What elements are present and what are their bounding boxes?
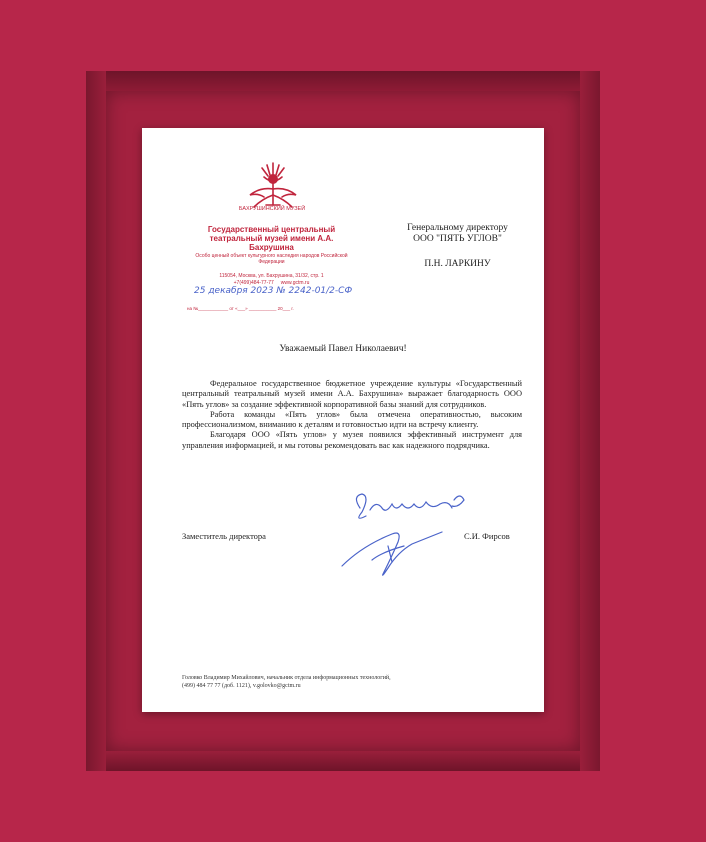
frame-bevel-left [86, 71, 106, 771]
letter-paper [142, 128, 544, 712]
frame-bevel-top [86, 71, 600, 91]
contact-footer [182, 674, 512, 690]
footer-line-1: Головко Владимир Михайлович, начальник отдела информационных технологий, [182, 675, 391, 681]
paragraph: Федеральное государственное бюджетное учреждение культуры «Государственный центральный театральный музей имени А.А. Бахрушина» выражает благодарность ООО «Пять углов» за создание эффективной корпоративной базы знаний для сотрудников. [182, 379, 522, 409]
museum-phone: +7(499)484-77-77 [233, 279, 274, 286]
addressee-block [390, 223, 525, 245]
addressee-name: П.Н. ЛАРКИНУ [424, 259, 491, 269]
reference-template: на №____________ от «___» ___________ 20___ г. [187, 306, 294, 311]
addressee-position: Генеральному директору [407, 223, 508, 233]
paragraph: Благодаря ООО «Пять углов» у музея появился эффективный инструмент для управления информацией, и мы готовы рекомендовать вас как надежного подрядчика. [182, 430, 522, 450]
frame-bevel-right [580, 71, 600, 771]
museum-site: www.gctm.ru [280, 279, 310, 286]
paragraph: Работа команды «Пять углов» была отмечена оперативностью, высоким профессионализмом, вниманию к деталям и готовностью идти на встречу клиенту. [182, 409, 522, 430]
museum-full-name: Государственный центральный театральный музей имени А.А. Бахрушина [207, 225, 336, 252]
footer-line-2: (499) 484 77 77 (доб. 1121), v.golovko@gctm.ru [182, 683, 301, 689]
signer-name: С.И. Фирсов [464, 531, 510, 541]
handwritten-date-reference: 25 декабря 2023 № 2242-01/2-СФ [194, 286, 353, 296]
museum-status: Особо ценный объект культурного наследия народов Российской Федерации [195, 253, 348, 265]
addressee-company: ООО "ПЯТЬ УГЛОВ" [413, 234, 502, 244]
museum-short-name: БАХРУШИНСКИЙ МУЗЕЙ [238, 206, 306, 212]
museum-contacts [194, 273, 349, 286]
signer-title: Заместитель директора [182, 531, 266, 541]
museum-address: 115054, Москва, ул. Бахрушина, 31/32, стр. 1 [219, 273, 324, 279]
frame-bevel-bottom [86, 751, 600, 771]
letter-body [182, 379, 522, 451]
salutation: Уважаемый Павел Николаевич! [279, 344, 407, 354]
